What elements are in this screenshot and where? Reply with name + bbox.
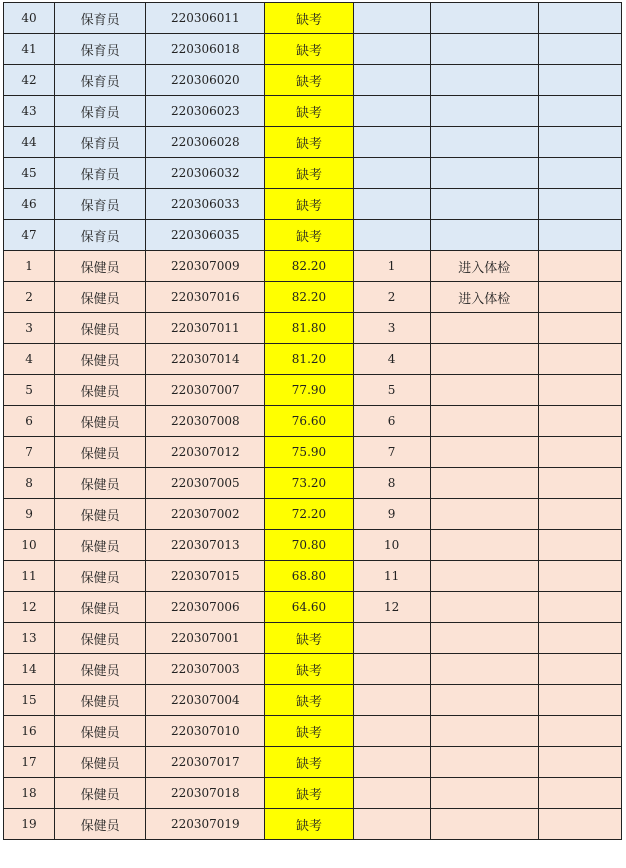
position-cell: 保育员	[55, 3, 146, 34]
remark-cell	[430, 375, 538, 406]
rank-cell: 10	[353, 530, 430, 561]
extra-cell	[538, 344, 621, 375]
serial-number-cell: 16	[4, 716, 55, 747]
ticket-number-cell: 220307016	[146, 282, 265, 313]
serial-number-cell: 2	[4, 282, 55, 313]
extra-cell	[538, 96, 621, 127]
score-cell: 72.20	[265, 499, 353, 530]
ticket-number-cell: 220307011	[146, 313, 265, 344]
ticket-number-cell: 220306028	[146, 127, 265, 158]
score-cell: 缺考	[265, 34, 353, 65]
remark-cell	[430, 344, 538, 375]
position-cell: 保育员	[55, 96, 146, 127]
position-cell: 保健员	[55, 654, 146, 685]
remark-cell	[430, 127, 538, 158]
ticket-number-cell: 220307005	[146, 468, 265, 499]
remark-cell	[430, 96, 538, 127]
remark-cell	[430, 530, 538, 561]
rank-cell	[353, 716, 430, 747]
score-cell: 77.90	[265, 375, 353, 406]
score-cell: 81.80	[265, 313, 353, 344]
extra-cell	[538, 747, 621, 778]
remark-cell	[430, 65, 538, 96]
position-cell: 保育员	[55, 220, 146, 251]
serial-number-cell: 43	[4, 96, 55, 127]
remark-cell	[430, 406, 538, 437]
serial-number-cell: 46	[4, 189, 55, 220]
ticket-number-cell: 220306035	[146, 220, 265, 251]
table-row	[4, 251, 622, 282]
position-cell: 保健员	[55, 251, 146, 282]
extra-cell	[538, 809, 621, 840]
score-cell: 缺考	[265, 778, 353, 809]
position-cell: 保健员	[55, 716, 146, 747]
position-cell: 保育员	[55, 189, 146, 220]
extra-cell	[538, 654, 621, 685]
table-row	[4, 499, 622, 530]
serial-number-cell: 13	[4, 623, 55, 654]
position-cell: 保健员	[55, 375, 146, 406]
extra-cell	[538, 406, 621, 437]
remark-cell	[430, 561, 538, 592]
ticket-number-cell: 220307007	[146, 375, 265, 406]
extra-cell	[538, 65, 621, 96]
extra-cell	[538, 437, 621, 468]
position-cell: 保健员	[55, 437, 146, 468]
position-cell: 保健员	[55, 468, 146, 499]
rank-cell: 5	[353, 375, 430, 406]
serial-number-cell: 11	[4, 561, 55, 592]
serial-number-cell: 47	[4, 220, 55, 251]
serial-number-cell: 17	[4, 747, 55, 778]
serial-number-cell: 42	[4, 65, 55, 96]
score-cell: 82.20	[265, 282, 353, 313]
score-cell: 76.60	[265, 406, 353, 437]
extra-cell	[538, 189, 621, 220]
ticket-number-cell: 220307006	[146, 592, 265, 623]
results-table	[3, 2, 622, 840]
rank-cell	[353, 623, 430, 654]
remark-cell	[430, 592, 538, 623]
remark-cell: 进入体检	[430, 282, 538, 313]
serial-number-cell: 45	[4, 158, 55, 189]
extra-cell	[538, 158, 621, 189]
extra-cell	[538, 499, 621, 530]
table-row	[4, 747, 622, 778]
position-cell: 保健员	[55, 685, 146, 716]
rank-cell	[353, 127, 430, 158]
position-cell: 保健员	[55, 406, 146, 437]
extra-cell	[538, 716, 621, 747]
rank-cell	[353, 34, 430, 65]
score-cell: 缺考	[265, 809, 353, 840]
table-row	[4, 654, 622, 685]
extra-cell	[538, 127, 621, 158]
serial-number-cell: 4	[4, 344, 55, 375]
ticket-number-cell: 220306018	[146, 34, 265, 65]
extra-cell	[538, 561, 621, 592]
position-cell: 保育员	[55, 65, 146, 96]
rank-cell: 1	[353, 251, 430, 282]
rank-cell	[353, 3, 430, 34]
position-cell: 保健员	[55, 809, 146, 840]
table-row	[4, 561, 622, 592]
extra-cell	[538, 3, 621, 34]
score-cell: 75.90	[265, 437, 353, 468]
table-row	[4, 282, 622, 313]
serial-number-cell: 1	[4, 251, 55, 282]
extra-cell	[538, 282, 621, 313]
score-cell: 82.20	[265, 251, 353, 282]
table-row	[4, 530, 622, 561]
remark-cell: 进入体检	[430, 251, 538, 282]
position-cell: 保健员	[55, 344, 146, 375]
table-row	[4, 313, 622, 344]
rank-cell: 12	[353, 592, 430, 623]
extra-cell	[538, 623, 621, 654]
serial-number-cell: 10	[4, 530, 55, 561]
remark-cell	[430, 158, 538, 189]
remark-cell	[430, 747, 538, 778]
remark-cell	[430, 716, 538, 747]
rank-cell: 3	[353, 313, 430, 344]
table-row	[4, 468, 622, 499]
position-cell: 保健员	[55, 282, 146, 313]
position-cell: 保健员	[55, 623, 146, 654]
score-cell: 70.80	[265, 530, 353, 561]
remark-cell	[430, 220, 538, 251]
extra-cell	[538, 685, 621, 716]
rank-cell	[353, 220, 430, 251]
extra-cell	[538, 220, 621, 251]
extra-cell	[538, 468, 621, 499]
extra-cell	[538, 530, 621, 561]
serial-number-cell: 7	[4, 437, 55, 468]
remark-cell	[430, 654, 538, 685]
ticket-number-cell: 220307012	[146, 437, 265, 468]
serial-number-cell: 6	[4, 406, 55, 437]
table-row	[4, 158, 622, 189]
table-row	[4, 65, 622, 96]
ticket-number-cell: 220306033	[146, 189, 265, 220]
position-cell: 保健员	[55, 313, 146, 344]
ticket-number-cell: 220307008	[146, 406, 265, 437]
remark-cell	[430, 313, 538, 344]
rank-cell: 6	[353, 406, 430, 437]
remark-cell	[430, 468, 538, 499]
remark-cell	[430, 623, 538, 654]
score-cell: 缺考	[265, 189, 353, 220]
rank-cell	[353, 747, 430, 778]
serial-number-cell: 40	[4, 3, 55, 34]
serial-number-cell: 12	[4, 592, 55, 623]
serial-number-cell: 19	[4, 809, 55, 840]
score-cell: 缺考	[265, 716, 353, 747]
serial-number-cell: 15	[4, 685, 55, 716]
ticket-number-cell: 220307018	[146, 778, 265, 809]
rank-cell	[353, 778, 430, 809]
table-row	[4, 3, 622, 34]
ticket-number-cell: 220307010	[146, 716, 265, 747]
position-cell: 保健员	[55, 499, 146, 530]
score-cell: 73.20	[265, 468, 353, 499]
table-row	[4, 623, 622, 654]
rank-cell	[353, 189, 430, 220]
extra-cell	[538, 251, 621, 282]
position-cell: 保健员	[55, 530, 146, 561]
position-cell: 保健员	[55, 592, 146, 623]
ticket-number-cell: 220307003	[146, 654, 265, 685]
table-row	[4, 685, 622, 716]
ticket-number-cell: 220307015	[146, 561, 265, 592]
rank-cell	[353, 654, 430, 685]
remark-cell	[430, 189, 538, 220]
serial-number-cell: 3	[4, 313, 55, 344]
score-cell: 68.80	[265, 561, 353, 592]
score-cell: 缺考	[265, 3, 353, 34]
serial-number-cell: 8	[4, 468, 55, 499]
ticket-number-cell: 220307017	[146, 747, 265, 778]
position-cell: 保育员	[55, 127, 146, 158]
extra-cell	[538, 778, 621, 809]
table-row	[4, 189, 622, 220]
table-row	[4, 34, 622, 65]
remark-cell	[430, 3, 538, 34]
serial-number-cell: 18	[4, 778, 55, 809]
ticket-number-cell: 220307013	[146, 530, 265, 561]
position-cell: 保健员	[55, 778, 146, 809]
score-cell: 缺考	[265, 220, 353, 251]
table-row	[4, 809, 622, 840]
table-row	[4, 437, 622, 468]
score-cell: 81.20	[265, 344, 353, 375]
table-row	[4, 375, 622, 406]
rank-cell	[353, 65, 430, 96]
score-cell: 缺考	[265, 654, 353, 685]
rank-cell: 9	[353, 499, 430, 530]
table-row	[4, 778, 622, 809]
results-table-body	[4, 3, 622, 840]
remark-cell	[430, 499, 538, 530]
remark-cell	[430, 778, 538, 809]
score-cell: 缺考	[265, 747, 353, 778]
position-cell: 保育员	[55, 34, 146, 65]
extra-cell	[538, 313, 621, 344]
rank-cell: 4	[353, 344, 430, 375]
ticket-number-cell: 220307002	[146, 499, 265, 530]
serial-number-cell: 44	[4, 127, 55, 158]
rank-cell: 7	[353, 437, 430, 468]
ticket-number-cell: 220307009	[146, 251, 265, 282]
ticket-number-cell: 220306020	[146, 65, 265, 96]
ticket-number-cell: 220307004	[146, 685, 265, 716]
rank-cell: 11	[353, 561, 430, 592]
score-cell: 缺考	[265, 685, 353, 716]
rank-cell: 2	[353, 282, 430, 313]
remark-cell	[430, 685, 538, 716]
ticket-number-cell: 220307014	[146, 344, 265, 375]
results-sheet	[3, 2, 622, 840]
rank-cell	[353, 685, 430, 716]
table-row	[4, 344, 622, 375]
table-row	[4, 96, 622, 127]
rank-cell	[353, 96, 430, 127]
remark-cell	[430, 34, 538, 65]
extra-cell	[538, 592, 621, 623]
position-cell: 保健员	[55, 561, 146, 592]
score-cell: 缺考	[265, 65, 353, 96]
ticket-number-cell: 220306011	[146, 3, 265, 34]
table-row	[4, 592, 622, 623]
extra-cell	[538, 375, 621, 406]
score-cell: 缺考	[265, 96, 353, 127]
position-cell: 保育员	[55, 158, 146, 189]
score-cell: 缺考	[265, 158, 353, 189]
score-cell: 缺考	[265, 623, 353, 654]
ticket-number-cell: 220307019	[146, 809, 265, 840]
score-cell: 缺考	[265, 127, 353, 158]
ticket-number-cell: 220307001	[146, 623, 265, 654]
ticket-number-cell: 220306023	[146, 96, 265, 127]
rank-cell: 8	[353, 468, 430, 499]
serial-number-cell: 9	[4, 499, 55, 530]
remark-cell	[430, 809, 538, 840]
extra-cell	[538, 34, 621, 65]
table-row	[4, 716, 622, 747]
remark-cell	[430, 437, 538, 468]
position-cell: 保健员	[55, 747, 146, 778]
rank-cell	[353, 809, 430, 840]
table-row	[4, 127, 622, 158]
serial-number-cell: 14	[4, 654, 55, 685]
table-row	[4, 220, 622, 251]
table-row	[4, 406, 622, 437]
serial-number-cell: 41	[4, 34, 55, 65]
score-cell: 64.60	[265, 592, 353, 623]
serial-number-cell: 5	[4, 375, 55, 406]
rank-cell	[353, 158, 430, 189]
ticket-number-cell: 220306032	[146, 158, 265, 189]
